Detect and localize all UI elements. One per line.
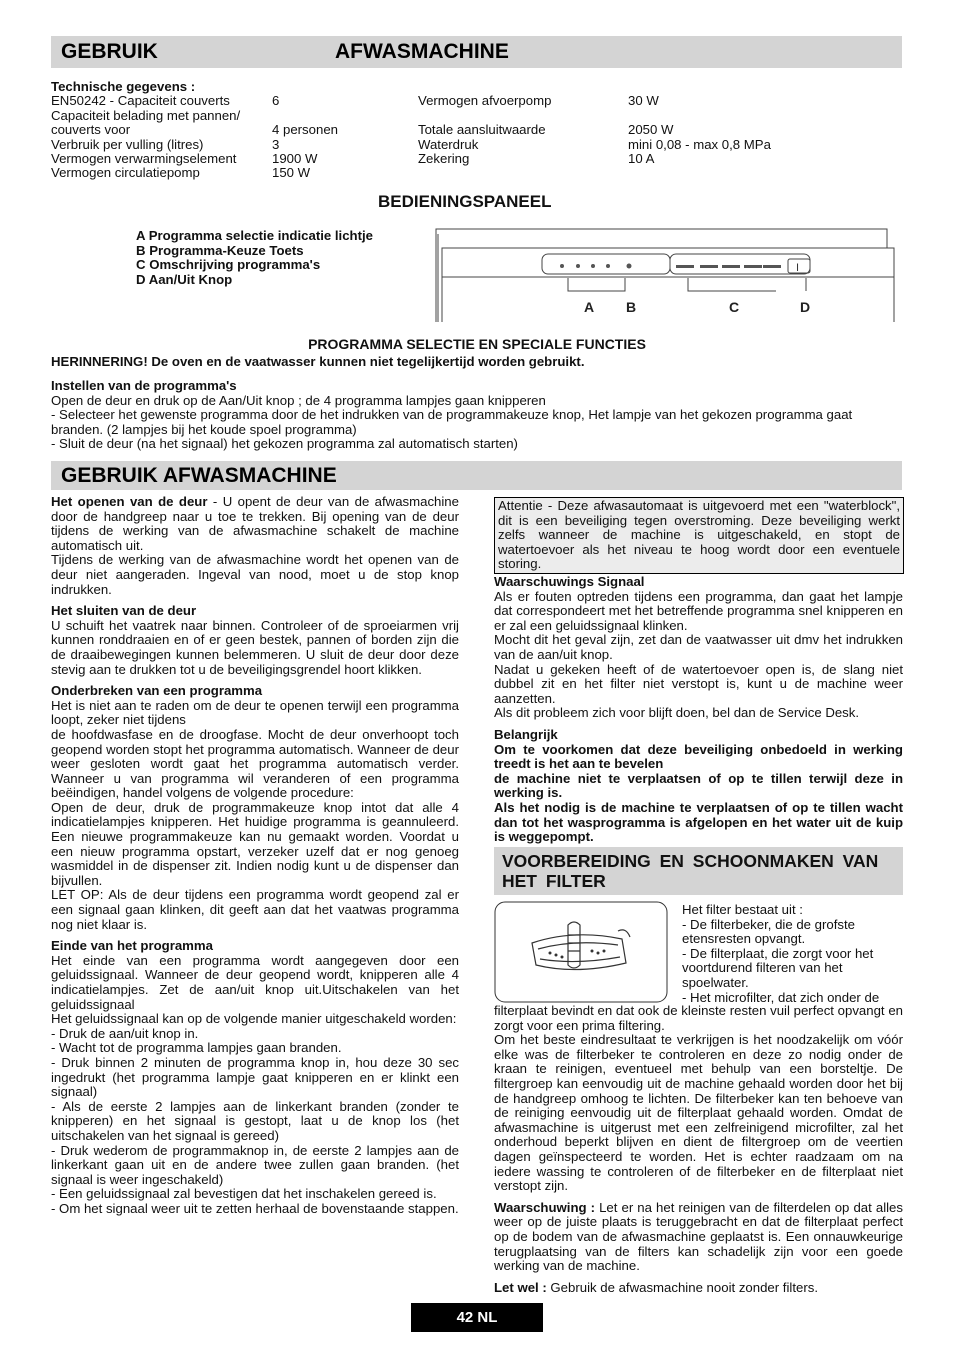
filter-header-text: VOORBEREIDING EN SCHOONMAKEN VAN HET FILTER: [502, 851, 879, 891]
filter-illustration: [494, 901, 668, 1003]
filter-intro-line: - De filterplaat, die zorgt voor het voortdurend filteren van het spoelwater.: [682, 945, 874, 990]
tech-specs: [51, 80, 902, 184]
settings-line: Open de deur en druk op de Aan/Uit knop ; de 4 programma lampjes gaan knipperen: [51, 392, 546, 408]
control-panel-illustration: [430, 224, 902, 326]
important-line: de machine niet te verplaatsen of op te tillen terwijl deze in werking is.: [494, 770, 903, 801]
tech-label: Capaciteit belading met pannen/: [51, 108, 241, 123]
end-line: - Om het signaal weer uit te zetten herhaal de bovenstaande stappen.: [51, 1200, 459, 1216]
interrupt-line: LET OP: Als de deur tijdens een programma wordt geopend zal er een signaal gaan klinken, dit geeft aan dat het vaatwas programma nog niet klaar is.: [51, 887, 459, 932]
end-title: Einde van het programma: [51, 938, 213, 954]
filter-note-text: Gebruik de afwasmachine nooit zonder filters.: [546, 1279, 818, 1295]
legend-item-d: D Aan/Uit Knop: [136, 271, 233, 287]
end-line: - Druk binnen 2 minuten de programma knop in, hou deze 30 sec ingedrukt (het programma lampje gaat knipperen en er klinkt een signaal): [51, 1054, 459, 1100]
important-line: Als het nodig is de machine te verplaatsen of op te tillen wacht dan tot het wasprogramma is afgelopen en het water uit de kuip is weggepompt.: [494, 799, 903, 845]
close-door-text: U schuift het vaatrek naar binnen. Controleer of de sproeiarmen vrij kunnen ronddraaien en of er geen bestek, pannen of borden zijn die de draaibewegingen kunnen belemmeren. U sluit de deur door deze stevig aan te drukken tot u de beveiligingsgrendel hoort klikken.: [51, 617, 459, 677]
interrupt-title: Onderbreken van een programma: [51, 683, 263, 699]
tech-value: 1900 W: [272, 151, 318, 166]
warning-signal-title: Waarschuwings Signaal: [494, 574, 645, 589]
end-line: Het geluidssignaal kan op de volgende manier uitgeschakeld worden:: [51, 1011, 457, 1027]
panel-button-mark: I: [796, 262, 800, 274]
tech-label: Zekering: [418, 151, 470, 166]
filter-warning-text: Let er na het reinigen van de filterdelen op dat alles weer op de juiste plaats is teruggebracht en dat de filterplaat perfect op de bodem van de afwasmachine geplaatst is. Een onnauwkeurige terugplaatsing van de filters kan schadelijk zijn voor een goede werking van de machine.: [494, 1199, 903, 1274]
warning-signal-line: Mocht dit het geval zijn, zet dan de vaatwasser uit dmv het indrukken van de aan/uit knop.: [494, 632, 903, 662]
tech-row: [51, 94, 902, 109]
tech-value: 10 A: [628, 151, 655, 166]
filter-section-header: [494, 847, 903, 895]
tech-label: Vermogen circulatiepomp: [51, 165, 200, 180]
tech-value: 6: [272, 93, 280, 108]
tech-label: Verbruik per vulling (litres): [51, 137, 204, 152]
end-line: - Als de eerste 2 lampjes aan de linkerkant branden (zonder te knipperen) en het signaal is gestopt, laat u de knop los (het uitschakelen van het signaal is gereed): [51, 1098, 459, 1143]
section-header-gebruik-afwasmachine: [51, 461, 902, 490]
tech-value: 4 personen: [272, 122, 338, 137]
page-number-box: [411, 1303, 543, 1332]
tech-label: EN50242 - Capaciteit couverts: [51, 93, 230, 108]
panel-title: BEDIENINGSPANEEL: [378, 192, 552, 211]
warning-signal-line: Als er fouten optreden tijdens een programma, dan gaat het lampje dat correspondeert met het betreffende programma snel knipperen en er zal een geluidssignaal klinken.: [494, 588, 903, 633]
filter-body: [494, 1004, 903, 1295]
tech-label: Vermogen verwarmingselement: [51, 151, 237, 166]
important-line: Om te voorkomen dat deze beveiliging onbedoeld in werking treedt is het aan te bevelen: [494, 741, 903, 772]
tech-title: Technische gegevens :: [51, 79, 196, 94]
close-door-title: Het sluiten van de deur: [51, 603, 197, 619]
open-door-paragraph: [51, 495, 459, 553]
legend-item-a: A Programma selectie indicatie lichtje: [136, 228, 373, 243]
filter-text: Om het beste eindresultaat te verkrijgen is het noodzakelijk om vóór elke was de filterbeker te controleren en deze zo nodig onder de kraan te reinigen, eventueel met behulp van een borsteltje. De filtergroep kan eenvoudig uit de machine gehaald worden door het bij de handgreep omhoog te lichten. De filterbeker kan ten behoeve van de reiniging eenvoudig uit de filterplaat gehaald worden. Omdat de afwasmachine is uitgerust met een zelfreinigend microfilter, zal het onderhoud beperkt blijven en dient de filtergroep om de veertien dagen geïnspecteerd te worden. Het is echter raadzaam om na iedere wassing te controleren of de filterbeker en de filterplaat niet verstopt zijn.: [494, 1032, 903, 1194]
open-door-text: - U opent de deur van de afwasmachine door de handgreep naar u toe te trekken. Bij opening van de deur tijdens de werking van de afwasmachine schakelt de machine automatisch uit.: [51, 494, 459, 553]
tech-label: Totale aansluitwaarde: [418, 122, 546, 137]
program-settings: [51, 379, 903, 452]
panel-letter-b: B: [626, 299, 637, 315]
tech-row: [51, 166, 902, 181]
header2-title: GEBRUIK AFWASMACHINE: [61, 464, 337, 487]
important-title: Belangrijk: [494, 726, 558, 742]
tech-row: [51, 123, 902, 138]
interrupt-line: Het is niet aan te raden om de deur te openen terwijl een programma loopt, zeker niet tijdens: [51, 697, 459, 728]
legend-item-b: B Programma-Keuze Toets: [136, 242, 304, 258]
right-column-top: [494, 575, 903, 845]
page-number: 42 NL: [456, 1309, 498, 1326]
filter-rest: filterplaat bevindt en dat ook de kleinste resten vuil perfect opvangt en zorgt voor een prima filtering.: [494, 1003, 903, 1033]
filter-intro: [682, 903, 902, 1005]
tech-value: 30 W: [628, 93, 659, 108]
header-right: AFWASMACHINE: [335, 40, 509, 63]
program-reminder: HERINNERING! De oven en de vaatwasser kunnen niet tegelijkertijd worden gebruikt.: [51, 354, 585, 369]
interrupt-line: de hoofdwasfase en de droogfase. Mocht de deur onverhoopt toch geopend worden stopt het programma automatisch. Wanneer de deur weer gesloten wordt gaat het programma automatisch verder. Wanneer u van programma wil veranderen of een programma beëindigen, handel volgens de volgende procedure:: [51, 726, 459, 801]
tech-value: mini 0,08 - max 0,8 MPa: [628, 137, 771, 152]
warning-signal-line: Als dit probleem zich voor blijft doen, bel dan de Service Desk.: [494, 705, 860, 721]
end-line: - Wacht tot de programma lampjes gaan branden.: [51, 1040, 342, 1056]
open-door-text2: Tijdens de werking van de afwasmachine wordt het openen van de deur niet aangeraden. Ingeval van nood, moet u de stop knop indrukken.: [51, 552, 459, 597]
header-left: GEBRUIK: [61, 40, 158, 63]
panel-legend: [136, 229, 426, 287]
end-line: - Druk wederom de programmaknop in, de eerste 2 lampjes aan de linkerkant gaan uit en de andere twee zullen gaan branden. (het signaal is weer ingeschakeld): [51, 1142, 459, 1187]
warning-signal-line: Nadat u gekeken heeft of de watertoevoer open is, de slang niet dubbel zit en het filter niet verstopt is, kunt u de machine weer aanzetten.: [494, 661, 903, 706]
filter-intro-line: - Het microfilter, dat zich onder de: [682, 989, 880, 1005]
end-line: - Een geluidssignaal zal bevestigen dat het inschakelen gereed is.: [51, 1186, 437, 1202]
filter-warning: [494, 1201, 903, 1274]
panel-letter-a: A: [584, 299, 595, 315]
filter-note: [494, 1281, 903, 1296]
tech-label: couverts voor: [51, 122, 131, 137]
settings-title: Instellen van de programma's: [51, 378, 237, 393]
filter-warning-label: Waarschuwing :: [494, 1199, 596, 1215]
tech-value: 3: [272, 137, 280, 152]
settings-line: - Sluit de deur (na het signaal) het gekozen programma zal automatisch starten): [51, 436, 518, 452]
section-header-gebruik: [51, 36, 902, 68]
tech-value: 2050 W: [628, 122, 674, 137]
filter-note-label: Let wel :: [494, 1279, 547, 1295]
tech-label: Vermogen afvoerpomp: [418, 93, 552, 108]
left-column: [51, 495, 459, 1217]
open-door-title: Het openen van de deur: [51, 494, 208, 509]
end-line: Het einde van een programma wordt aangegeven door een geluidssignaal. Wanneer de deur geopend wordt, knipperen alle 4 indicatielampjes. Zet de aan/uit knop uit.Uitschakelen van het geluidssignaal: [51, 952, 459, 1012]
end-line: - Druk de aan/uit knop in.: [51, 1025, 199, 1041]
tech-label: Waterdruk: [418, 137, 479, 152]
legend-item-c: C Omschrijving programma's: [136, 257, 321, 273]
tech-value: 150 W: [272, 165, 311, 180]
panel-letter-d: D: [800, 299, 811, 315]
attention-box: Attentie - Deze afwasautomaat is uitgevoerd met een "waterblock", dit is een beveiliging tegen overstroming. Deze beveiliging werkt zelfs wanneer de machine is uitgeschakeld, en stopt de watertoevoer als het niveau te hoog wordt door een eventuele storing.: [494, 497, 904, 574]
program-title: PROGRAMMA SELECTIE EN SPECIALE FUNCTIES: [308, 336, 646, 352]
settings-line: - Selecteer het gewenste programma door de het indrukken van de programmakeuze knop, Het lampje van het gekozen programma gaat branden. (2 lampjes bij het koude spoel programma): [51, 407, 853, 437]
filter-intro-line: - De filterbeker, die de grofste etensresten opvangt.: [682, 916, 855, 947]
filter-intro-line: Het filter bestaat uit :: [682, 902, 803, 917]
panel-letter-c: C: [729, 299, 740, 315]
interrupt-line: Open de deur, druk de programmakeuze knop intot dat alle 4 indicatielampjes knipperen. Het huidige programma is geannuleerd. Een nieuwe programmakeuze kan nu gemaakt worden. Voordat u een nieuw programma opstart, verzeker uzelf dat er nog genoeg wasmiddel in de dispenser zit. Indien nodig kunt u de dispenser dan bijvullen.: [51, 799, 459, 888]
